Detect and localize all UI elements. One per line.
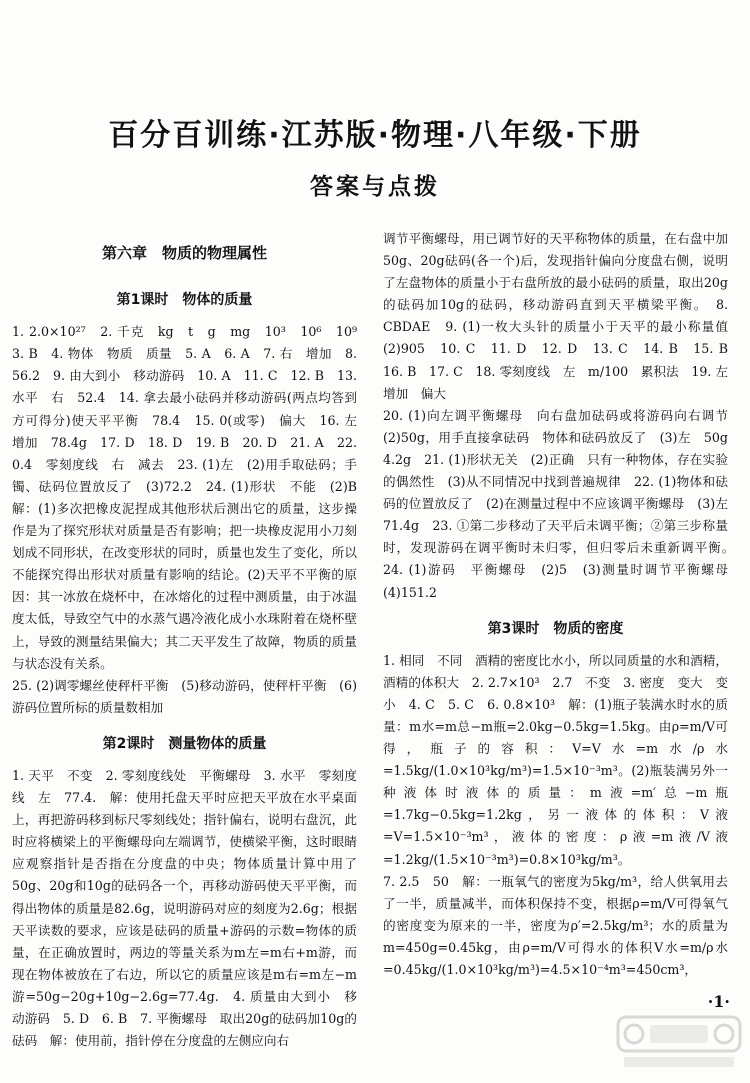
- chapter-heading: 第六章 物质的物理属性: [101, 244, 267, 262]
- lesson2-continued: 调节平衡螺母，用已调节好的天平称物体的质量，在右盘中加50g、20g砝码(各一个)后，发现指针偏向分度盘右侧，说明了左盘物体的质量小于右盘所放的最小砝码的质量，取出20g的砝码加10g的砝码，移动游码直到天平横梁平衡。 8. CBDAE 9. (1)一枚大头针的质量小于天平的最小称量值 (2)905 10. C 11. D 12. D 13. C 14. B 15. B 16. B 17. C 18. 零刻度线 左 m/100 累积法 19. 左 增加 偏大: [383, 231, 741, 401]
- lesson3-heading: 第3课时 物质的密度: [487, 620, 624, 637]
- lesson1-heading: 第1课时 物体的质量: [116, 292, 253, 309]
- page-subtitle: 答案与点拨: [310, 174, 440, 200]
- lesson2-answers: 1. 天平 不变 2. 零刻度线处 平衡螺母 3. 水平 零刻度线 左 77.4. 解：使用托盘天平时应把天平放在水平桌面上，再把游码移到标尺零刻线处；指针偏右，说明右盘沉，此时应将横梁上的平衡螺母向左端调节，使横梁平衡，这时眼睛应观察指针是否指在分度盘的中央；物体质量计算中用了50g、20g和10g的砝码各一个，再移动游码使天平平衡，而得出物体的质量是82.6g，说明游码对应的刻度为2.6g；根据天平读数的要求，应该是砝码的质量+游码的示数=物体的质量，在正确放置时，两边的等量关系为m左=m右+m游，而现在物体被放在了右边，所以它的质量应该是m右=m左−m游=50g−20g+10g−2.6g=77.4g. 4. 质量由大到小 移动游码 5. D 6. B 7. 平衡螺母 取出20g的砝码加10g的砝码 解：使用前，指针停在分度盘的左侧应向右: [12, 767, 357, 1049]
- lesson3-answers-7: 7. 2.5 50 解：一瓶氧气的密度为5kg/m³，给人供氧用去了一半，质量减半，而体积保持不变，根据ρ=m/V可得氧气的密度变为原来的一半，密度为ρ′=2.5kg/m³；水的质量为m=450g=0.45kg，由ρ=m/V可得水的体积V水=m/ρ水=0.45kg/(1.0×10³kg/m³)=4.5×10⁻⁴m³=450cm³，: [383, 873, 728, 977]
- page-number: ·1·: [707, 992, 730, 1011]
- right-column: [383, 228, 741, 981]
- lesson1-answers: 1. 2.0×10²⁷ 2. 千克 kg t g mg 10³ 10⁶ 10⁹ 3. B 4. 物体 物质 质量 5. A 6. A 7. 右 增加 8. 56.2 9. 由大到小 移动游码 10. A 11. C 12. B 13. 水平 右 52.4 14. 拿去最小砝码并移动游码(两点均答到方可得分)使天平平衡 78.4 15. 0(或零) 偏大 16. 左 增加 78.4g 17. D 18. D 19. B 20. D 21. A 22. 0.4 零刻度线 右 减去 23. (1)左 (2)用手取砝码；手镯、砝码位置放反了 (3)72.2 24. (1)形状 不能 (2)B 解：(1)多次把橡皮泥捏成其他形状后测出它的质量，这步操作是为了探究形状对质量是否有影响；把一块橡皮泥用小刀刻划成不同形状，在改变形状的同时，质量也发生了变化，所以不能探究得出形状对质量有影响的结论。(2)天平不平衡的原因：其一冰放在烧杯中，在冰熔化的过程中测质量，由于冰温度太低，导致空气中的水蒸气遇冷液化成小水珠附着在烧杯壁上，导致的测量结果偏大；其二天平发生了故障，物质的质量与状态没有关系。: [12, 324, 370, 671]
- left-column: [12, 230, 370, 1052]
- lesson2-answers-20: 20. (1)向左调平衡螺母 向右盘加砝码或将游码向右调节 (2)50g，用手直接拿砝码 物体和砝码放反了 (3)左 50g 4.2g 21. (1)形状无关 (2)正确 只有一种物体，存在实验的偶然性 (3)从不同情况中找到普遍规律 22. (1)物体和砝码的位置放反了 (2)在测量过程中不应该调平衡螺母 (3)左 71.4g 23. ①第二步移动了天平后未调平衡；②第三步称量时，发现游码在调平衡时未归零，但归零后未重新调平衡。 24. (1)游码 平衡螺母 (2)5 (3)测量时调节平衡螺母 (4)151.2: [383, 407, 741, 600]
- lesson3-answers: 1. 相同 不同 酒精的密度比水小，所以同质量的水和酒精，酒精的体积大 2. 2.7×10³ 2.7 不变 3. 密度 变大 变小 4. C 5. C 6. 0.8×10³ 解：(1)瓶子装满水时水的质量：m水=m总−m瓶=2.0kg−0.5kg=1.5kg。由ρ=m/V可得，瓶子的容积：V=V水=m水/ρ水=1.5kg/(1.0×10³kg/m³)=1.5×10⁻³m³。(2)瓶装满另外一种液体时液体的质量：m液=m′总−m瓶=1.7kg−0.5kg=1.2kg，另一液体的体积：V液=V=1.5×10⁻³m³，液体的密度：ρ液=m液/V液=1.2kg/(1.5×10⁻³m³)=0.8×10³kg/m³。: [383, 652, 728, 867]
- page-title: 百分百训练·江苏版·物理·八年级·下册: [108, 118, 642, 153]
- watermark-logo-icon: [614, 1013, 744, 1071]
- lesson1-answers-25: 25. (2)调零螺丝使秤杆平衡 (5)移动游码，使秤杆平衡 (6)游码位置所标的质量数相加: [12, 677, 357, 715]
- lesson2-heading: 第2课时 测量物体的质量: [102, 735, 267, 752]
